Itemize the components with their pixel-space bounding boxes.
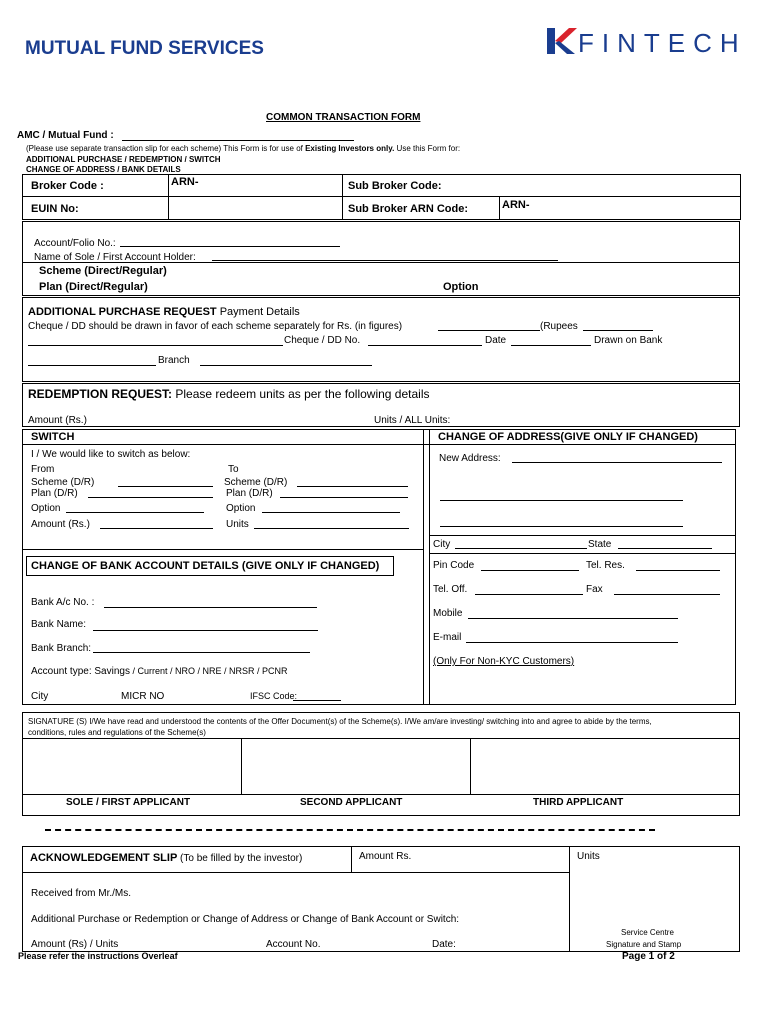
city-field[interactable] <box>455 548 587 549</box>
ack-account-no-label: Account No. <box>266 939 321 950</box>
account-type-label: Account type: Savings / Current / NRO / NRE / NRSR / PCNR <box>31 666 288 677</box>
state-field[interactable] <box>618 548 712 549</box>
plan-label: Plan (Direct/Regular) <box>39 281 148 293</box>
address-line-2-field[interactable] <box>440 500 683 501</box>
switch-to-label: To <box>228 464 239 475</box>
bank-heading: CHANGE OF BANK ACCOUNT DETAILS (GIVE ONLY IF CHANGED) <box>31 560 380 572</box>
bank-city-label: City <box>31 691 49 702</box>
ifsc-field[interactable] <box>293 700 341 701</box>
drawn-on-label: Drawn on Bank <box>594 335 663 346</box>
to-scheme-label: Scheme (D/R) <box>224 477 288 488</box>
bank-name-field[interactable] <box>93 630 318 631</box>
bank-ac-label: Bank A/c No. : <box>31 597 95 608</box>
address-line-3-field[interactable] <box>440 526 683 527</box>
state-label: State <box>588 539 612 550</box>
from-amount-field[interactable] <box>100 528 213 529</box>
cut-line <box>45 829 655 831</box>
from-plan-label: Plan (D/R) <box>31 488 78 499</box>
address-heading: CHANGE OF ADDRESS(GIVE ONLY IF CHANGED) <box>438 431 698 443</box>
ifsc-label: IFSC Code: <box>250 691 298 701</box>
mobile-label: Mobile <box>433 608 463 619</box>
first-applicant-label: SOLE / FIRST APPLICANT <box>66 797 191 808</box>
tel-off-field[interactable] <box>475 594 583 595</box>
branch-label: Branch <box>158 355 190 366</box>
from-amount-label: Amount (Rs.) <box>31 519 90 530</box>
email-field[interactable] <box>466 642 678 643</box>
first-applicant-signature-area[interactable] <box>23 739 240 793</box>
ack-amount-label: Amount Rs. <box>359 851 412 862</box>
switch-intro: I / We would like to switch as below: <box>31 449 191 460</box>
new-address-label: New Address: <box>439 453 501 464</box>
tel-off-label: Tel. Off. <box>433 584 468 595</box>
third-applicant-signature-area[interactable] <box>471 739 739 793</box>
purchase-heading: ADDITIONAL PURCHASE REQUEST Payment Details <box>28 306 300 318</box>
from-option-label: Option <box>31 503 61 514</box>
service-centre-label: Service Centre <box>621 928 674 937</box>
to-scheme-field[interactable] <box>297 486 408 487</box>
to-plan-field[interactable] <box>280 497 408 498</box>
to-option-label: Option <box>226 503 256 514</box>
email-label: E-mail <box>433 632 462 643</box>
branch-field[interactable] <box>200 365 372 366</box>
arn-label: ARN- <box>171 176 199 188</box>
fintech-logo-icon <box>545 26 577 56</box>
second-applicant-label: SECOND APPLICANT <box>300 797 403 808</box>
cheque-no-field[interactable] <box>368 345 482 346</box>
rupees-label: (Rupees <box>540 321 578 332</box>
switch-from-label: From <box>31 464 55 475</box>
form-title: COMMON TRANSACTION FORM <box>266 112 421 123</box>
folio-label: Account/Folio No.: <box>34 238 116 249</box>
form-purpose-2: CHANGE OF ADDRESS / BANK DETAILS <box>26 165 181 174</box>
amc-label: AMC / Mutual Fund : <box>17 130 114 141</box>
arn-label-2: ARN- <box>502 199 530 211</box>
ack-purpose-label: Additional Purchase or Redemption or Change of Address or Change of Bank Account or Switch: <box>31 914 460 925</box>
redemption-amount-label: Amount (Rs.) <box>28 415 87 426</box>
page-title: MUTUAL FUND SERVICES <box>25 38 264 59</box>
euin-label: EUIN No: <box>31 203 79 215</box>
rupees-words-field[interactable] <box>583 330 653 331</box>
signature-text-1: SIGNATURE (S) I/We have read and understood the contents of the Offer Document(s) of the Scheme(s). I/We am/are investing/ switching into and agree to abide by the terms, <box>28 717 652 726</box>
redemption-units-label: Units / ALL Units: <box>374 415 451 426</box>
brand-name: FINTECH <box>578 28 747 58</box>
sub-broker-arn-label: Sub Broker ARN Code: <box>348 203 468 215</box>
page-number: Page 1 of 2 <box>622 951 675 962</box>
bank-branch-field[interactable] <box>93 652 310 653</box>
folio-field[interactable] <box>120 246 340 247</box>
cheque-line-label: Cheque / DD should be drawn in favor of each scheme separately for Rs. (in figures) <box>28 321 403 332</box>
to-units-label: Units <box>226 519 249 530</box>
from-plan-field[interactable] <box>88 497 213 498</box>
holder-label: Name of Sole / First Account Holder: <box>34 252 196 263</box>
instructions-note: Please refer the instructions Overleaf <box>18 951 178 961</box>
cheque-no-label: Cheque / DD No. <box>284 335 361 346</box>
ack-units-label: Units <box>577 851 600 862</box>
signature-stamp-label: Signature and Stamp <box>606 940 682 949</box>
redemption-heading: REDEMPTION REQUEST: Please redeem units as per the following details <box>28 387 430 401</box>
scheme-label: Scheme (Direct/Regular) <box>39 265 167 277</box>
bank-ac-field[interactable] <box>104 607 317 608</box>
signature-text-2: conditions, rules and regulations of the Scheme(s) <box>28 728 206 737</box>
to-option-field[interactable] <box>262 512 400 513</box>
third-applicant-label: THIRD APPLICANT <box>533 797 624 808</box>
date-label: Date <box>485 335 507 346</box>
second-applicant-signature-area[interactable] <box>242 739 469 793</box>
holder-field[interactable] <box>212 260 558 261</box>
ack-amount-units-label: Amount (Rs) / Units <box>31 939 119 950</box>
micr-label: MICR NO <box>121 691 165 702</box>
form-purpose-1: ADDITIONAL PURCHASE / REDEMPTION / SWITCH <box>26 155 221 164</box>
fax-field[interactable] <box>614 594 720 595</box>
switch-heading: SWITCH <box>31 431 75 443</box>
city-label: City <box>433 539 451 550</box>
received-from-label: Received from Mr./Ms. <box>31 888 132 899</box>
ack-date-label: Date: <box>432 939 456 950</box>
bank-field[interactable] <box>28 365 156 366</box>
cheque-continue-field[interactable] <box>28 345 283 346</box>
bank-name-label: Bank Name: <box>31 619 87 630</box>
fax-label: Fax <box>586 584 603 595</box>
mobile-field[interactable] <box>468 618 678 619</box>
address-line-1-field[interactable] <box>512 462 722 463</box>
date-field[interactable] <box>511 345 591 346</box>
tel-res-label: Tel. Res. <box>586 560 625 571</box>
tel-res-field[interactable] <box>636 570 720 571</box>
amount-figures-field[interactable] <box>438 330 540 331</box>
non-kyc-note: (Only For Non-KYC Customers) <box>433 656 575 667</box>
sub-broker-code-label: Sub Broker Code: <box>348 180 442 192</box>
to-plan-label: Plan (D/R) <box>226 488 273 499</box>
from-scheme-label: Scheme (D/R) <box>31 477 95 488</box>
option-label: Option <box>443 281 479 293</box>
pin-label: Pin Code <box>433 560 475 571</box>
from-scheme-field[interactable] <box>118 486 213 487</box>
from-option-field[interactable] <box>66 512 204 513</box>
ack-heading: ACKNOWLEDGEMENT SLIP (To be filled by the investor) <box>30 852 303 864</box>
amc-field[interactable] <box>122 140 354 141</box>
pin-field[interactable] <box>481 570 579 571</box>
to-units-field[interactable] <box>254 528 409 529</box>
bank-branch-label: Bank Branch: <box>31 643 92 654</box>
form-note: (Please use separate transaction slip for each scheme) This Form is for use of Existing Investors only. Use this Form for: <box>26 144 461 153</box>
broker-code-label: Broker Code : <box>31 180 104 192</box>
